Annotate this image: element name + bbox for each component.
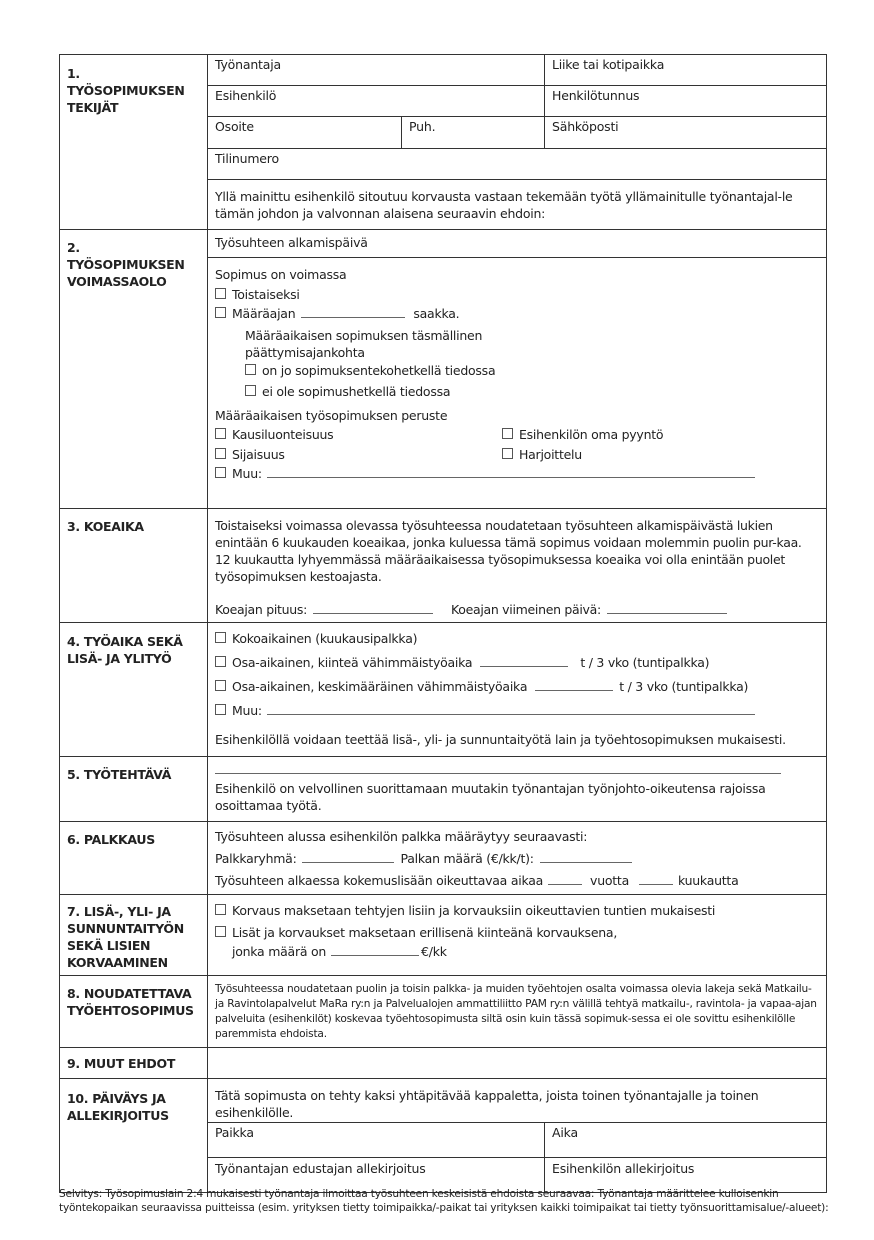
probation-last-day-line[interactable] bbox=[607, 603, 727, 614]
section-label: 2. TYÖSOPIMUKSEN VOIMASSAOLO bbox=[60, 230, 208, 508]
part-fixed-label: Osa-aikainen, kiinteä vähimmäistyöaika bbox=[232, 655, 473, 670]
salary-group-label: Palkkaryhmä: bbox=[215, 851, 297, 866]
section-salary bbox=[60, 821, 826, 894]
months-label: kuukautta bbox=[677, 873, 739, 888]
compensation-fixed-label: Lisät ja korvaukset maksetaan erillisenä kiinteänä korvauksena, bbox=[232, 925, 618, 940]
part-average-unit: t / 3 vko (tuntipalkka) bbox=[619, 679, 749, 694]
working-time-other-checkbox[interactable] bbox=[215, 704, 226, 715]
probation-length-line[interactable] bbox=[313, 603, 433, 614]
part-average-checkbox[interactable] bbox=[215, 680, 226, 691]
section-label: 1. TYÖSOPIMUKSEN TEKIJÄT bbox=[60, 55, 208, 229]
duties-line[interactable] bbox=[215, 765, 781, 774]
seasonal-checkbox[interactable] bbox=[215, 428, 226, 439]
salary-amount-line[interactable] bbox=[540, 852, 632, 863]
indefinite-label: Toistaiseksi bbox=[232, 286, 300, 302]
compensation-fixed-checkbox[interactable] bbox=[215, 926, 226, 937]
personal-id-field[interactable]: Henkilötunnus bbox=[544, 86, 826, 116]
section-label: 6. PALKKAUS bbox=[60, 822, 208, 894]
overtime-note: Esihenkilöllä voidaan teettää lisä-, yli- ja sunnuntaityötä lain ja työehtosopimuksen mukaisesti. bbox=[215, 732, 786, 747]
compensation-amount-line[interactable] bbox=[331, 945, 419, 956]
part-fixed-hours-line[interactable] bbox=[480, 656, 568, 667]
account-field[interactable]: Tilinumero bbox=[215, 151, 279, 166]
probation-text: Toistaiseksi voimassa olevassa työsuhteessa noudatetaan työsuhteen alkamispäivästä lukien enintään 6 kuukauden koeaikaa, jonka kuluessa tämä sopimus voidaan molemmin puolin pur-kaa. 12 kuukautta lyhyemmässä määräaikaisessa työsopimuksessa koeaika voi olla enintään puolet työsopimuksen kestoajasta. bbox=[215, 518, 802, 584]
section-validity bbox=[60, 229, 826, 508]
salary-intro: Työsuhteen alussa esihenkilön palkka määräytyy seuraavasti: bbox=[215, 829, 588, 844]
section-parties bbox=[60, 55, 826, 229]
own-request-label: Esihenkilön oma pyyntö bbox=[519, 427, 664, 442]
full-time-label: Kokoaikainen (kuukausipalkka) bbox=[232, 631, 418, 646]
section-label: 10. PÄIVÄYS JA ALLEKIRJOITUS bbox=[60, 1079, 208, 1192]
section-label: 9. MUUT EHDOT bbox=[60, 1048, 208, 1078]
supervisor-signature-field[interactable]: Esihenkilön allekirjoitus bbox=[544, 1158, 826, 1193]
section-label: 5. TYÖTEHTÄVÄ bbox=[60, 757, 208, 821]
compensation-amount-label: jonka määrä on bbox=[232, 944, 327, 959]
end-known-checkbox[interactable] bbox=[245, 364, 256, 375]
contract-form bbox=[59, 54, 827, 1193]
training-checkbox[interactable] bbox=[502, 448, 513, 459]
working-time-other-line[interactable] bbox=[267, 704, 755, 715]
substitute-label: Sijaisuus bbox=[232, 446, 285, 462]
part-average-hours-line[interactable] bbox=[535, 680, 613, 691]
exact-end-label: Määräaikaisen sopimuksen täsmällinen päättymisajankohta bbox=[245, 327, 483, 360]
domicile-field[interactable]: Liike tai kotipaikka bbox=[544, 55, 826, 85]
end-unknown-checkbox[interactable] bbox=[245, 385, 256, 396]
other-terms-field[interactable] bbox=[208, 1048, 826, 1078]
place-field[interactable]: Paikka bbox=[215, 1125, 254, 1140]
supervisor-field[interactable]: Esihenkilö bbox=[215, 88, 277, 103]
compensation-hours-label: Korvaus maksetaan tehtyjen lisiin ja korvauksiin oikeuttavien tuntien mukaisesti bbox=[232, 903, 716, 918]
footer-note: Selvitys: Työsopimuslain 2:4 mukaisesti työnantaja ilmoittaa työsuhteen keskeisistä ehdoista seuraavaa: Työnantaja määrittelee kulloisenkin työntekopaikan seuraavissa puitteissa (esim. yrityksen tietty toimipaikka/-paikat tai yrityksen kaikki toimipaikat tai tietty työnsuorittamisalue/-alueet): bbox=[59, 1188, 829, 1214]
seasonal-label: Kausiluonteisuus bbox=[232, 427, 334, 442]
section-collective-agreement bbox=[60, 975, 826, 1047]
compensation-unit: €/kk bbox=[421, 944, 447, 959]
employer-signature-field[interactable]: Työnantajan edustajan allekirjoitus bbox=[215, 1161, 426, 1176]
fixed-term-checkbox[interactable] bbox=[215, 307, 226, 318]
section-label: 7. LISÄ-, YLI- JA SUNNUNTAITYÖN SEKÄ LISIEN KORVAAMINEN bbox=[60, 895, 208, 975]
section-other-terms bbox=[60, 1047, 826, 1078]
own-request-checkbox[interactable] bbox=[502, 428, 513, 439]
section-compensation bbox=[60, 894, 826, 975]
salary-amount-label: Palkan määrä (€/kk/t): bbox=[400, 851, 534, 866]
section-label: 3. KOEAIKA bbox=[60, 509, 208, 622]
experience-years-line[interactable] bbox=[548, 874, 582, 885]
end-unknown-label: ei ole sopimushetkellä tiedossa bbox=[262, 384, 451, 399]
section-label: 4. TYÖAIKA SEKÄ LISÄ- JA YLITYÖ bbox=[60, 623, 208, 756]
part-fixed-unit: t / 3 vko (tuntipalkka) bbox=[580, 655, 710, 670]
section-signatures bbox=[60, 1078, 826, 1192]
training-label: Harjoittelu bbox=[519, 446, 582, 462]
time-field[interactable]: Aika bbox=[544, 1123, 826, 1157]
section-working-time bbox=[60, 622, 826, 756]
experience-label: Työsuhteen alkaessa kokemuslisään oikeuttavaa aikaa bbox=[215, 873, 544, 888]
fixed-term-date-line[interactable] bbox=[301, 307, 405, 318]
part-fixed-checkbox[interactable] bbox=[215, 656, 226, 667]
section-label: 8. NOUDATETTAVA TYÖEHTOSOPIMUS bbox=[60, 976, 208, 1047]
substitute-checkbox[interactable] bbox=[215, 448, 226, 459]
years-label: vuotta bbox=[590, 873, 629, 888]
basis-other-checkbox[interactable] bbox=[215, 467, 226, 478]
fixed-term-label: Määräajan bbox=[232, 306, 296, 321]
indefinite-checkbox[interactable] bbox=[215, 288, 226, 299]
employer-field[interactable]: Työnantaja bbox=[215, 57, 281, 72]
start-date-field[interactable]: Työsuhteen alkamispäivä bbox=[215, 235, 368, 250]
full-time-checkbox[interactable] bbox=[215, 632, 226, 643]
experience-months-line[interactable] bbox=[639, 874, 673, 885]
basis-other-line[interactable] bbox=[267, 467, 755, 478]
address-field[interactable]: Osoite bbox=[215, 119, 254, 134]
copies-text: Tätä sopimusta on tehty kaksi yhtäpitävää kappaletta, joista toinen työnantajalle ja toinen esihenkilölle. bbox=[215, 1088, 759, 1120]
probation-last-day-label: Koeajan viimeinen päivä: bbox=[450, 602, 601, 617]
basis-heading: Määräaikaisen työsopimuksen peruste bbox=[215, 407, 448, 423]
compensation-hours-checkbox[interactable] bbox=[215, 904, 226, 915]
phone-field[interactable]: Puh. bbox=[401, 117, 544, 148]
probation-length-label: Koeajan pituus: bbox=[215, 602, 307, 617]
section-duties bbox=[60, 756, 826, 821]
basis-other-label: Muu: bbox=[232, 466, 262, 481]
parties-intro: Yllä mainittu esihenkilö sitoutuu korvausta vastaan tekemään työtä yllämainitulle työnantajal-le tämän johdon ja valvonnan alaisena seuraavin ehdoin: bbox=[215, 189, 793, 221]
email-field[interactable]: Sähköposti bbox=[544, 117, 826, 148]
section-probation bbox=[60, 508, 826, 622]
end-known-label: on jo sopimuksentekohetkellä tiedossa bbox=[262, 362, 496, 378]
salary-group-line[interactable] bbox=[302, 852, 394, 863]
fixed-term-until-label: saakka. bbox=[413, 306, 460, 321]
working-time-other-label: Muu: bbox=[232, 703, 262, 718]
duties-text: Esihenkilö on velvollinen suorittamaan muutakin työnantajan työnjohto-oikeutensa rajoissa osoittamaa työtä. bbox=[215, 781, 766, 813]
validity-heading: Sopimus on voimassa bbox=[215, 267, 347, 282]
part-average-label: Osa-aikainen, keskimääräinen vähimmäistyöaika bbox=[232, 679, 528, 694]
collective-agreement-text: Työsuhteessa noudatetaan puolin ja toisin palkka- ja muiden työehtojen osalta voimassa olevia lakeja sekä Matkailu- ja Ravintolapalvelut MaRa ry:n ja Palvelualojen ammattiliitto PAM ry:n välillä tehtyä matkailu-, ravintola- ja vapaa-ajan palveluita (esihenkilöt) koskevaa työehtosopimusta siltä osin kuin tässä sopimuk-sessa ei ole sovittu esihenkilölle paremmista ehdoista. bbox=[215, 983, 817, 1040]
